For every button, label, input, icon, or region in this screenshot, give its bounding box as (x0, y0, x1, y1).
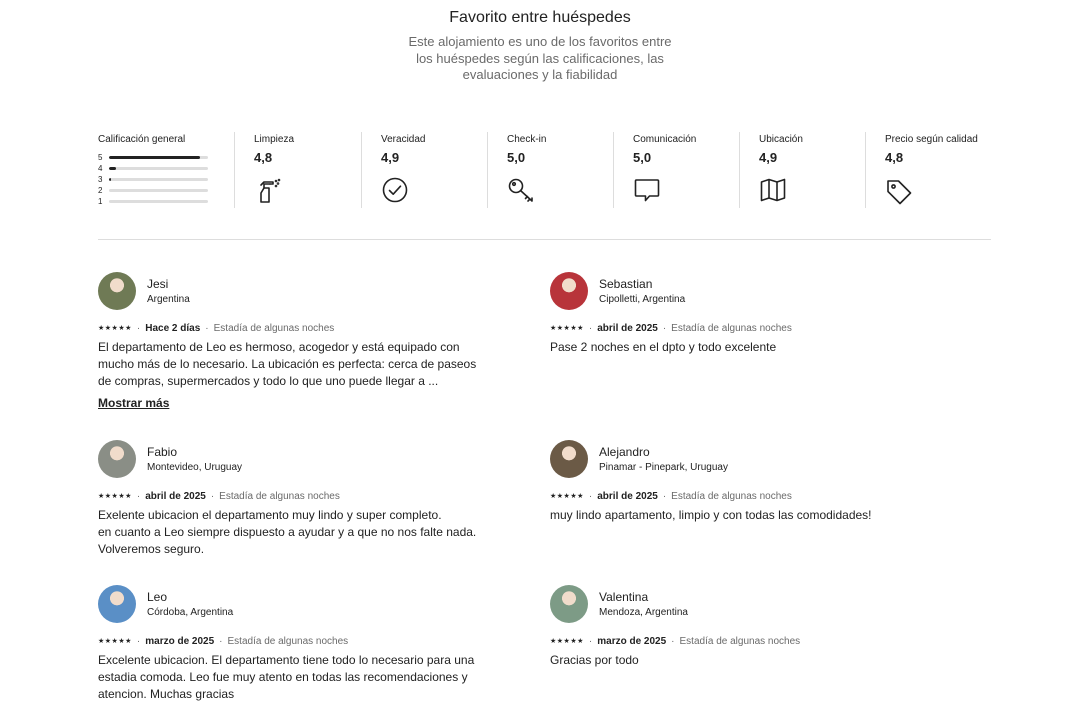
reviewer-info (147, 590, 233, 619)
avatar[interactable] (550, 272, 588, 310)
stay-length: Estadía de algunas noches (671, 491, 792, 502)
category-value: 4,9 (381, 150, 400, 165)
category-value: 4,9 (759, 150, 778, 165)
review-header (550, 584, 930, 624)
review-date: abril de 2025 (145, 491, 206, 502)
category-label: Precio según calidad (885, 134, 978, 145)
distribution-bar (109, 167, 208, 170)
review-card (98, 271, 478, 412)
star-rating: ★★★★★ (550, 325, 584, 332)
spray-bottle-icon (254, 176, 282, 204)
reviewer-location: Córdoba, Argentina (147, 606, 234, 618)
speech-bubble-icon (633, 176, 661, 204)
distribution-stars: 3 (98, 175, 103, 184)
category-label: Check-in (507, 134, 547, 145)
avatar[interactable] (550, 440, 588, 478)
reviewer-location: Cipolletti, Argentina (599, 293, 686, 305)
review-meta: ★★★★★ · Hace 2 días · Estadía de algunas noches (98, 323, 335, 334)
price-tag-icon (885, 178, 913, 206)
review-card (550, 584, 930, 669)
stay-length: Estadía de algunas noches (213, 323, 335, 334)
distribution-bar (109, 178, 208, 181)
overall-rating (98, 132, 234, 208)
review-header (98, 584, 478, 624)
review-text: Excelente ubicacion. El departamento tiene todo lo necesario para una estadia comoda. Leo fue muy atento en todas las recomendaciones y atencion. Muchas gracias (98, 653, 475, 701)
distribution-row (98, 152, 234, 163)
star-rating: ★★★★★ (98, 638, 132, 645)
review-meta: ★★★★★ · abril de 2025 · Estadía de algunas noches (98, 491, 340, 502)
guest-favorite-subtitle: Este alojamiento es uno de los favoritos entre los huéspedes según las calificaciones, las evaluaciones y la fiabilidad (408, 34, 672, 82)
distribution-row (98, 163, 234, 174)
review-date: abril de 2025 (597, 491, 658, 502)
reviewer-name[interactable]: Leo (147, 589, 168, 604)
review-meta: ★★★★★ · abril de 2025 · Estadía de algunas noches (550, 491, 792, 502)
avatar[interactable] (550, 585, 588, 623)
distribution-stars: 2 (98, 186, 103, 195)
review-date: marzo de 2025 (597, 636, 667, 647)
star-rating: ★★★★★ (98, 325, 132, 332)
avatar[interactable] (98, 440, 136, 478)
review-header (98, 439, 478, 479)
review-card (550, 271, 930, 356)
category-label: Ubicación (759, 134, 803, 145)
review-card (98, 439, 478, 558)
category-accuracy (361, 132, 487, 208)
distribution-stars: 5 (98, 153, 103, 162)
map-icon (759, 176, 787, 204)
star-rating: ★★★★★ (98, 493, 132, 500)
distribution-bar (109, 200, 208, 203)
guest-favorite-title: Favorito entre huéspedes (449, 9, 631, 26)
review-text: muy lindo apartamento, limpio y con todas las comodidades! (550, 508, 872, 522)
stay-length: Estadía de algunas noches (671, 323, 792, 334)
overall-rating-label: Calificación general (98, 134, 186, 145)
show-more-link[interactable]: Mostrar más (98, 396, 170, 410)
section-divider (98, 239, 991, 240)
avatar[interactable] (98, 585, 136, 623)
review-meta: ★★★★★ · abril de 2025 · Estadía de algunas noches (550, 323, 792, 334)
review-date: marzo de 2025 (145, 636, 215, 647)
category-value-for-money (865, 132, 991, 208)
rating-distribution (98, 152, 234, 207)
review-text: Exelente ubicacion el departamento muy lindo y super completo. en cuanto a Leo siempre dispuesto a ayudar y a que no nos falte nada. Volveremos seguro. (98, 508, 477, 556)
distribution-row (98, 196, 234, 207)
reviewer-info (599, 445, 728, 474)
reviewer-location: Montevideo, Uruguay (147, 461, 243, 473)
stay-length: Estadía de algunas noches (227, 636, 349, 647)
category-check-in (487, 132, 613, 208)
reviewer-info (599, 277, 685, 306)
reviewer-location: Pinamar - Pinepark, Uruguay (599, 461, 728, 473)
reviewer-name[interactable]: Alejandro (599, 444, 650, 459)
distribution-bar (109, 156, 208, 159)
guest-favorite-banner (0, 0, 1080, 84)
key-icon (507, 176, 535, 204)
category-label: Limpieza (254, 134, 295, 145)
stay-length: Estadía de algunas noches (219, 491, 340, 502)
distribution-row (98, 174, 234, 185)
reviewer-info (147, 277, 190, 306)
category-value: 4,8 (885, 150, 904, 165)
category-communication (613, 132, 739, 208)
distribution-row (98, 185, 234, 196)
review-meta: ★★★★★ · marzo de 2025 · Estadía de algunas noches (550, 636, 801, 647)
category-value: 5,0 (633, 150, 652, 165)
distribution-bar (109, 189, 208, 192)
review-text: El departamento de Leo es hermoso, acogedor y está equipado con mucho más de lo necesario. La ubicación es perfecta: cerca de paseos de compras, supermercados y todo lo que uno puede llegar a ... (98, 340, 477, 388)
reviewer-info (599, 590, 688, 619)
review-card (98, 584, 478, 703)
review-text: Gracias por todo (550, 653, 639, 667)
distribution-stars: 4 (98, 164, 103, 173)
review-card (550, 439, 930, 524)
reviewer-name[interactable]: Valentina (599, 589, 649, 604)
review-text: Pase 2 noches en el dpto y todo excelente (550, 340, 777, 354)
reviewer-location: Argentina (147, 293, 190, 305)
category-location (739, 132, 865, 208)
reviewer-name[interactable]: Jesi (147, 276, 169, 291)
reviewer-info (147, 445, 242, 474)
reviewer-name[interactable]: Sebastian (599, 276, 653, 291)
distribution-stars: 1 (98, 197, 103, 206)
category-label: Comunicación (633, 134, 697, 145)
review-date: abril de 2025 (597, 323, 658, 334)
check-circle-icon (381, 176, 409, 204)
review-header (550, 271, 930, 311)
reviewer-name[interactable]: Fabio (147, 444, 178, 459)
review-date: Hace 2 días (145, 323, 201, 334)
category-label: Veracidad (381, 134, 426, 145)
avatar[interactable] (98, 272, 136, 310)
category-value: 5,0 (507, 150, 526, 165)
review-header (550, 439, 930, 479)
category-value: 4,8 (254, 150, 273, 165)
category-cleanliness (234, 132, 361, 208)
star-rating: ★★★★★ (550, 493, 584, 500)
review-header (98, 271, 478, 311)
reviewer-location: Mendoza, Argentina (599, 606, 688, 618)
star-rating: ★★★★★ (550, 638, 584, 645)
stay-length: Estadía de algunas noches (679, 636, 801, 647)
review-meta: ★★★★★ · marzo de 2025 · Estadía de algunas noches (98, 636, 349, 647)
rating-categories (98, 132, 991, 208)
